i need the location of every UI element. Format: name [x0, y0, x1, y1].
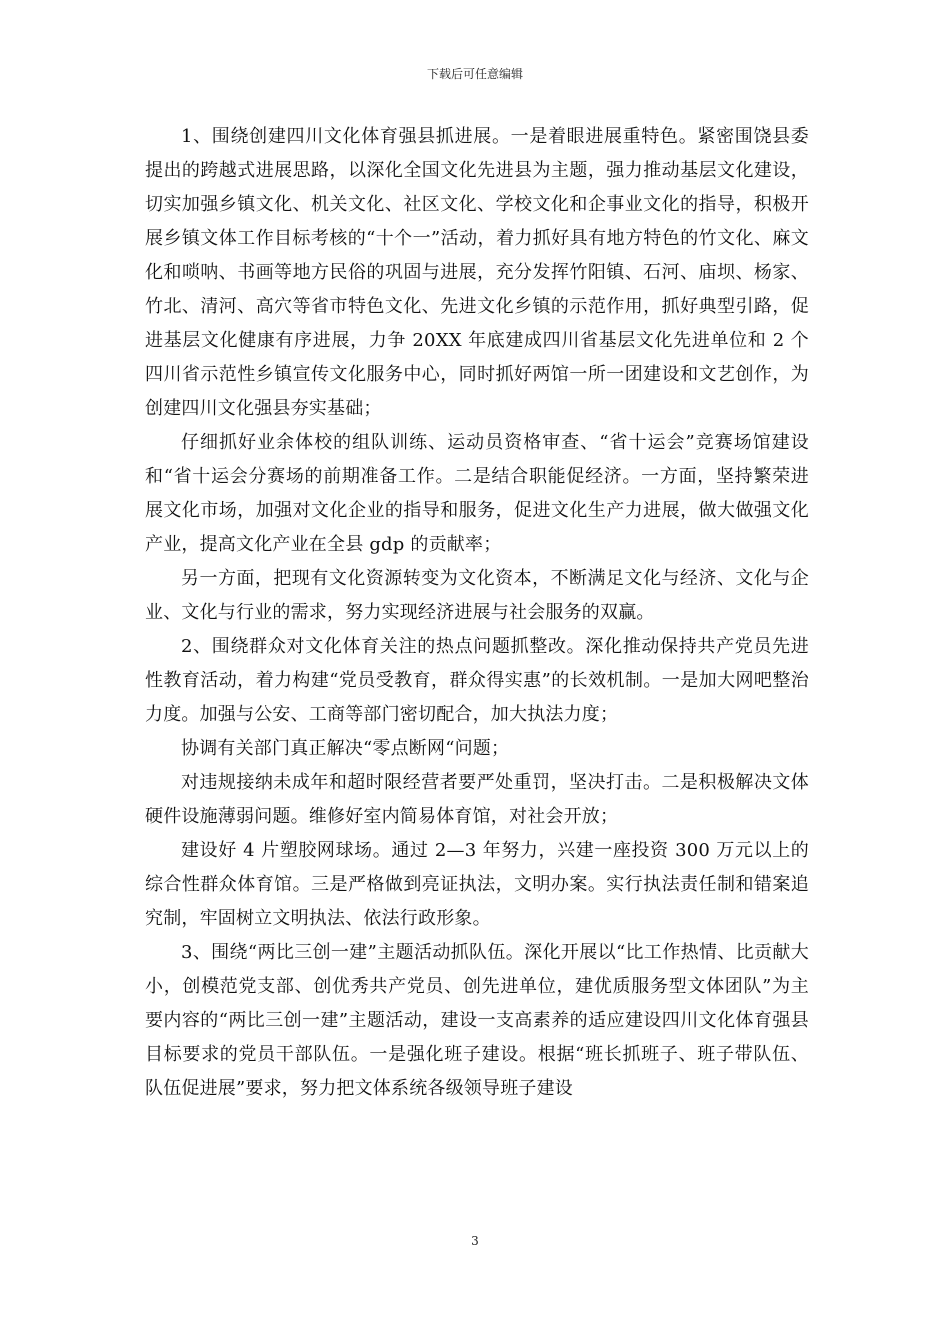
paragraph: 3、围绕“两比三创一建”主题活动抓队伍。深化开展以“比工作热情、比贡献大小，创模范党支部、创优秀共产党员、创先进单位，建优质服务型文体团队”为主要内容的“两比三创一建”主题活动，建设一支高素养的适应建设四川文化体育强县目标要求的党员干部队伍。一是强化班子建设。根据“班长抓班子、班子带队伍、队伍促进展”要求，努力把文体系统各级领导班子建设: [145, 942, 809, 1099]
paragraph: 1、围绕创建四川文化体育强县抓进展。一是着眼进展重特色。紧密围饶县委提出的跨越式进展思路，以深化全国文化先进县为主题，强力推动基层文化建设，切实加强乡镇文化、机关文化、社区文化、学校文化和企事业文化的指导，积极开展乡镇文体工作目标考核的“十个一”活动，着力抓好具有地方特色的竹文化、麻文化和唢呐、书画等地方民俗的巩固与进展，充分发挥竹阳镇、石河、庙坝、杨家、竹北、清河、高穴等省市特色文化、先进文化乡镇的示范作用，抓好典型引路，促进基层文化健康有序进展，力争 20XX 年底建成四川省基层文化先进单位和 2 个四川省示范性乡镇宣传文化服务中心，同时抓好两馆一所一团建设和文艺创作，为创建四川文化强县夯实基础；: [145, 126, 809, 419]
paragraph: 建设好 4 片塑胶网球场。通过 2—3 年努力，兴建一座投资 300 万元以上的综合性群众体育馆。三是严格做到亮证执法，文明办案。实行执法责任制和错案追究制，牢固树立文明执法、依法行政形象。: [145, 840, 809, 929]
paragraph: 对违规接纳未成年和超时限经营者要严处重罚，坚决打击。二是积极解决文体硬件设施薄弱问题。维修好室内简易体育馆，对社会开放；: [145, 772, 809, 827]
document-body: [145, 120, 809, 1106]
page-header: 下载后可任意编辑: [426, 67, 523, 81]
page-number: 3: [471, 1234, 479, 1248]
paragraph: 另一方面，把现有文化资源转变为文化资本，不断满足文化与经济、文化与企业、文化与行业的需求，努力实现经济进展与社会服务的双赢。: [145, 568, 809, 623]
paragraph: 协调有关部门真正解决“零点断网“问题；: [181, 738, 510, 759]
paragraph: 仔细抓好业余体校的组队训练、运动员资格审查、“省十运会”竞赛场馆建设和“省十运会分赛场的前期准备工作。二是结合职能促经济。一方面，坚持繁荣进展文化市场，加强对文化企业的指导和服务，促进文化生产力进展，做大做强文化产业，提高文化产业在全县 gdp 的贡献率；: [145, 432, 809, 555]
paragraph: 2、围绕群众对文化体育关注的热点问题抓整改。深化推动保持共产党员先进性教育活动，着力构建“党员受教育，群众得实惠”的长效机制。一是加大网吧整治力度。加强与公安、工商等部门密切配合，加大执法力度；: [145, 636, 809, 725]
